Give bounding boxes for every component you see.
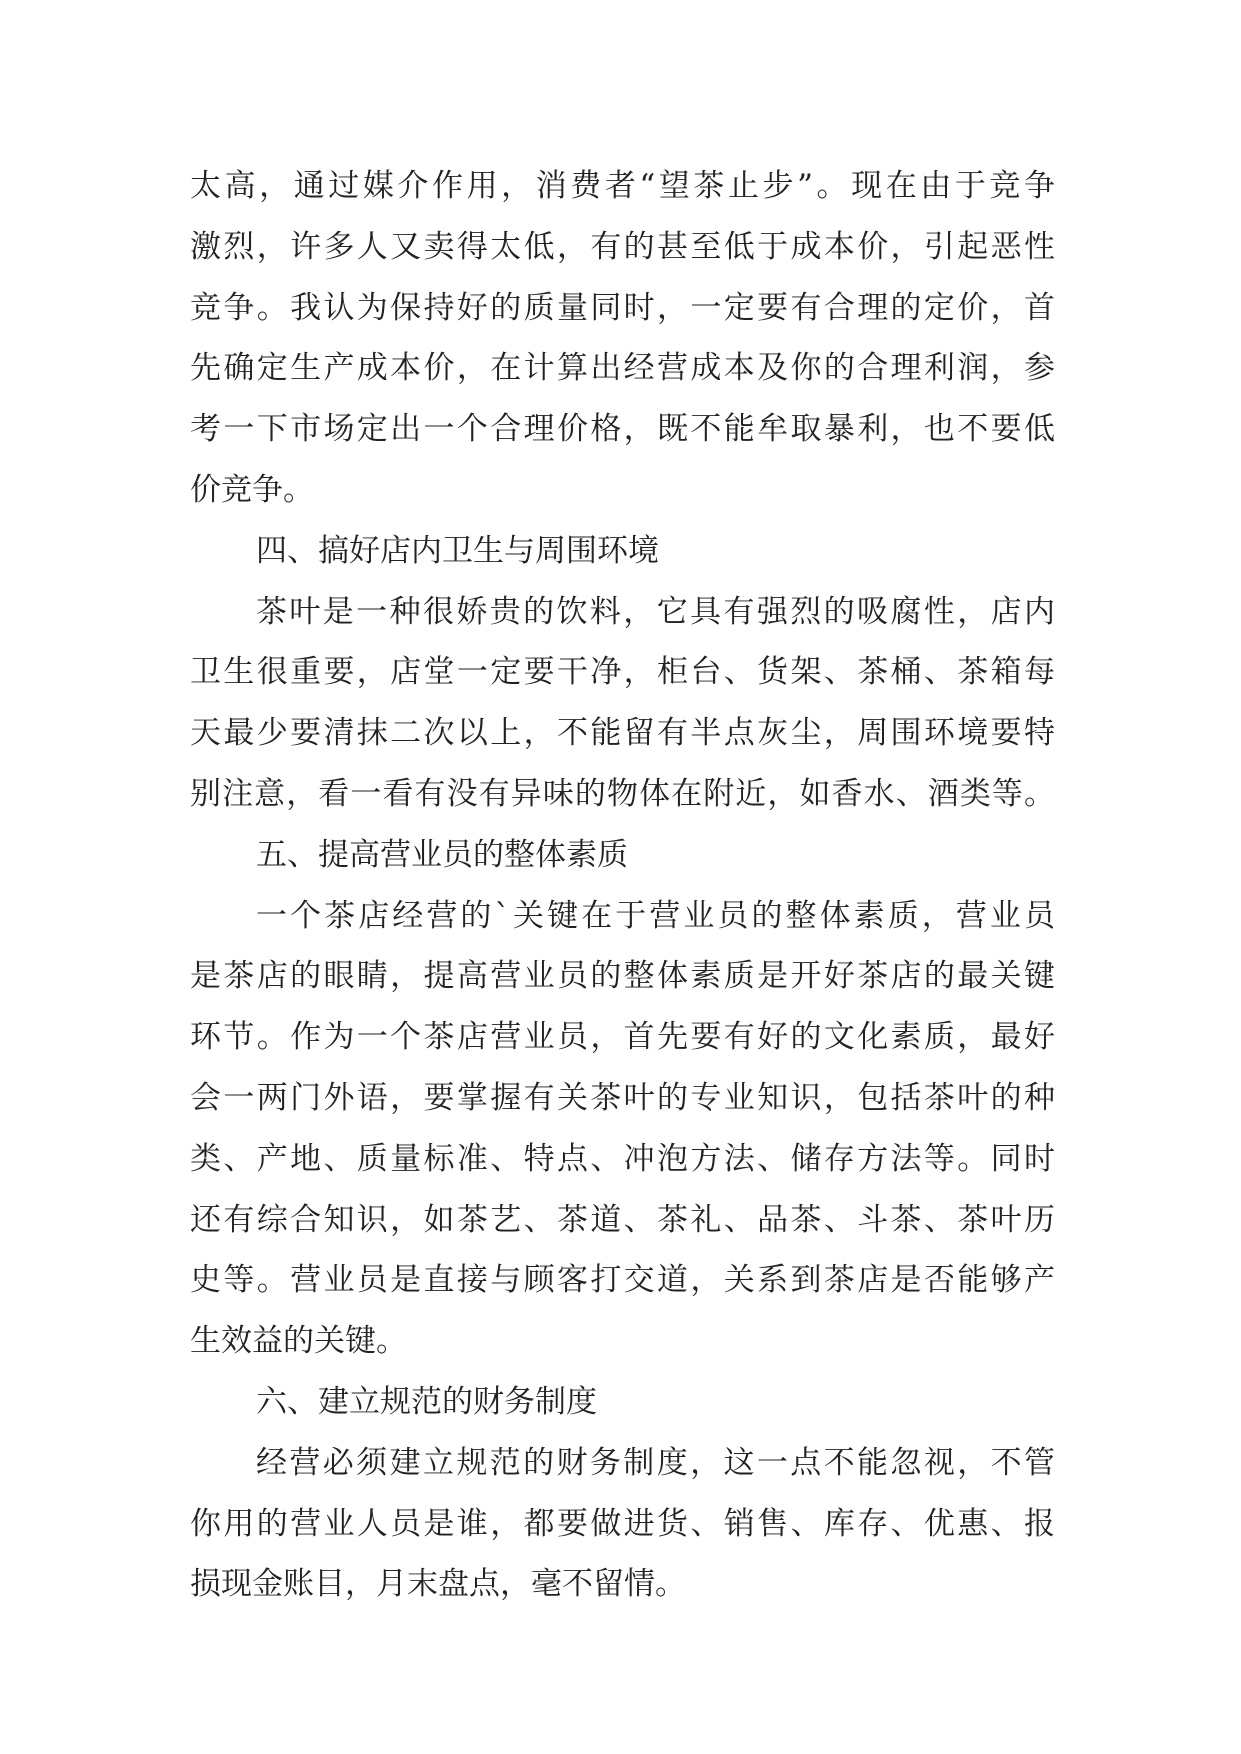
text-line: 别注意，看一看有没有异味的物体在附近，如香水、酒类等。 [190, 775, 1055, 812]
text-line: 你用的营业人员是谁，都要做进货、销售、库存、优惠、报 [190, 1505, 1055, 1542]
document-body [190, 156, 1055, 1615]
text-line: 茶叶是一种很娇贵的饮料，它具有强烈的吸腐性，店内 [256, 593, 1055, 630]
text-line: 先确定生产成本价，在计算出经营成本及你的合理利润，参 [190, 350, 1055, 387]
text-line: 天最少要清抹二次以上，不能留有半点灰尘，周围环境要特 [190, 715, 1055, 752]
text-line: 是茶店的眼睛，提高营业员的整体素质是开好茶店的最关键 [190, 958, 1055, 995]
text-line: 经营必须建立规范的财务制度，这一点不能忽视，不管 [256, 1444, 1055, 1481]
section-heading: 五、提高营业员的整体素质 [256, 836, 628, 873]
section-heading: 六、建立规范的财务制度 [256, 1383, 597, 1420]
text-line: 考一下市场定出一个合理价格，既不能牟取暴利，也不要低 [190, 411, 1055, 448]
text-line: 激烈，许多人又卖得太低，有的甚至低于成本价，引起恶性 [190, 228, 1055, 265]
text-line: 卫生很重要，店堂一定要干净，柜台、货架、茶桶、茶箱每 [190, 654, 1055, 691]
text-line: 太高，通过媒介作用，消费者“望茶止步”。现在由于竞争 [190, 168, 1055, 204]
text-line: 竞争。我认为保持好的质量同时，一定要有合理的定价，首 [190, 289, 1055, 326]
text-line: 生效益的关键。 [190, 1323, 407, 1360]
text-line: 类、产地、质量标准、特点、冲泡方法、储存方法等。同时 [190, 1140, 1055, 1177]
text-line: 还有综合知识，如茶艺、茶道、茶礼、品茶、斗茶、茶叶历 [190, 1201, 1055, 1238]
text-line: 一个茶店经营的`关键在于营业员的整体素质，营业员 [256, 897, 1055, 934]
text-line: 史等。营业员是直接与顾客打交道，关系到茶店是否能够产 [190, 1262, 1055, 1299]
text-line: 环节。作为一个茶店营业员，首先要有好的文化素质，最好 [190, 1019, 1055, 1056]
text-line: 损现金账目，月末盘点，毫不留情。 [190, 1566, 686, 1603]
text-line: 会一两门外语，要掌握有关茶叶的专业知识，包括茶叶的种 [190, 1079, 1055, 1116]
section-heading: 四、搞好店内卫生与周围环境 [256, 532, 659, 569]
text-line: 价竞争。 [190, 471, 314, 508]
